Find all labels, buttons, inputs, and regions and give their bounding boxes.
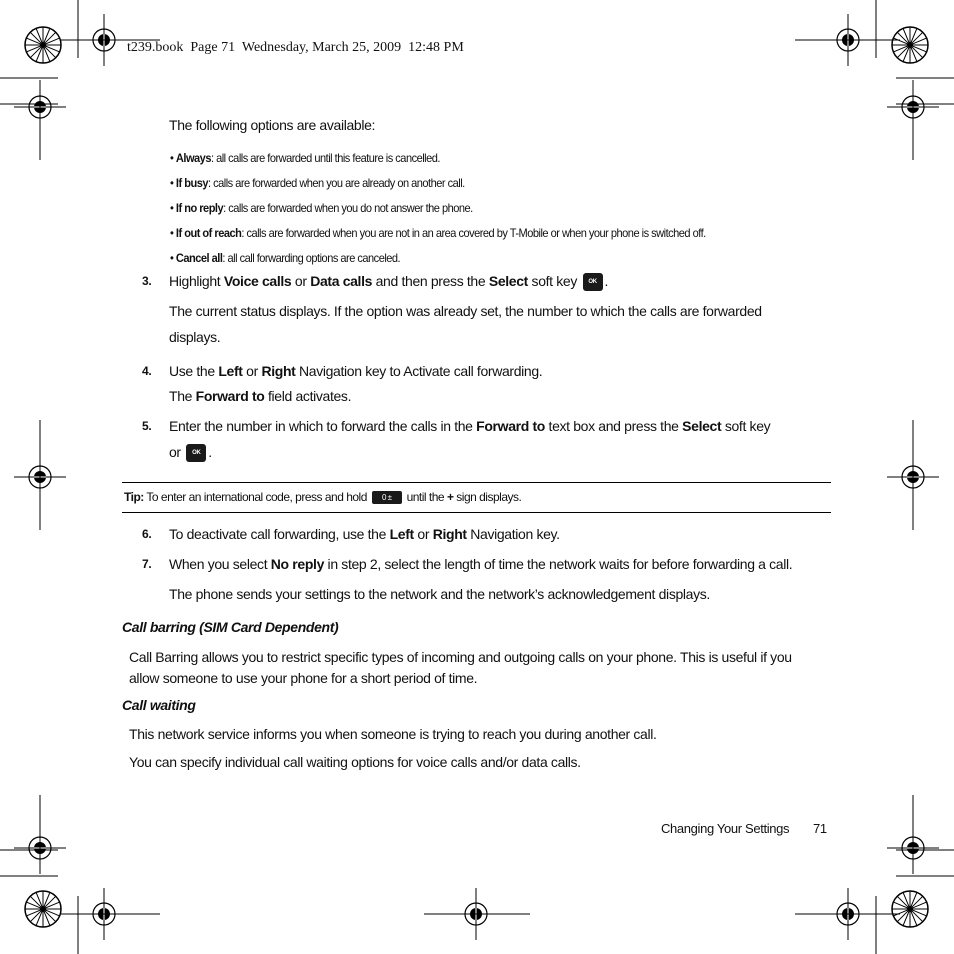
option-desc: : calls are forwarded when you are already on another call. bbox=[207, 176, 465, 190]
list-item bbox=[170, 225, 814, 250]
step-5-text: Enter the number in which to forward the calls in the Forward to text box and press the Select soft key bbox=[169, 418, 771, 434]
step-4-note: The Forward to field activates. bbox=[169, 388, 352, 404]
step-4-text: Use the Left or Right Navigation key to Activate call forwarding. bbox=[169, 363, 543, 379]
step-6-text: To deactivate call forwarding, use the Left or Right Navigation key. bbox=[169, 526, 560, 542]
option-desc: : all calls are forwarded until this feature is cancelled. bbox=[210, 151, 440, 165]
step-5-text-line-2: or OK . bbox=[169, 443, 212, 462]
step-7-note: The phone sends your settings to the network and the network’s acknowledgement displays. bbox=[169, 586, 710, 602]
tip-bottom-rule bbox=[122, 512, 831, 513]
bullet: • bbox=[170, 201, 174, 215]
options-intro: The following options are available: bbox=[169, 117, 376, 133]
option-term: If busy bbox=[175, 176, 208, 190]
step-number: 6. bbox=[142, 527, 152, 541]
option-desc: : calls are forwarded when you are not in an area covered by T-Mobile or when your phone is switched off. bbox=[241, 226, 706, 240]
step-3-note-line-2: displays. bbox=[169, 329, 221, 345]
option-term: Always bbox=[175, 151, 211, 165]
tip-label: Tip: bbox=[124, 490, 144, 504]
section-heading-call-barring: Call barring (SIM Card Dependent) bbox=[122, 619, 339, 635]
step-number: 3. bbox=[142, 274, 152, 288]
option-term: If out of reach bbox=[175, 226, 242, 240]
tip-text: Tip: To enter an international code, press and hold 0 ± until the + sign displays. bbox=[124, 490, 522, 504]
bullet: • bbox=[170, 176, 174, 190]
option-term: Cancel all bbox=[175, 251, 223, 265]
call-barring-line-1: Call Barring allows you to restrict specific types of incoming and outgoing calls on your phone. This is useful if you bbox=[129, 649, 792, 665]
bullet: • bbox=[170, 226, 174, 240]
option-term: If no reply bbox=[175, 201, 224, 215]
tip-top-rule bbox=[122, 482, 831, 483]
step-number: 5. bbox=[142, 419, 152, 433]
step-3-note-line-1: The current status displays. If the option was already set, the number to which the calls are forwarded bbox=[169, 303, 762, 319]
ok-key-icon: OK bbox=[186, 444, 206, 462]
list-item bbox=[170, 150, 814, 175]
section-heading-call-waiting: Call waiting bbox=[122, 697, 196, 713]
page-number: 71 bbox=[813, 821, 827, 836]
call-waiting-line-2: You can specify individual call waiting options for voice calls and/or data calls. bbox=[129, 754, 581, 770]
step-number: 7. bbox=[142, 557, 152, 571]
list-item bbox=[170, 175, 814, 200]
footer-section-title: Changing Your Settings bbox=[661, 821, 790, 836]
list-item bbox=[170, 200, 814, 225]
option-desc: : calls are forwarded when you do not answer the phone. bbox=[223, 201, 473, 215]
step-7-text: When you select No reply in step 2, select the length of time the network waits for before forwarding a call. bbox=[169, 556, 793, 572]
bullet: • bbox=[170, 251, 174, 265]
bullet: • bbox=[170, 151, 174, 165]
options-list bbox=[170, 150, 870, 275]
ok-key-icon: OK bbox=[583, 273, 603, 291]
zero-key-icon: 0 ± bbox=[372, 491, 402, 504]
step-3-text: Highlight Voice calls or Data calls and then press the Select soft key OK . bbox=[169, 272, 608, 291]
call-barring-line-2: allow someone to use your phone for a short period of time. bbox=[129, 670, 478, 686]
call-waiting-line-1: This network service informs you when someone is trying to reach you during another call. bbox=[129, 726, 657, 742]
step-number: 4. bbox=[142, 364, 152, 378]
book-slug-header: t239.book Page 71 Wednesday, March 25, 2009 12:48 PM bbox=[127, 40, 464, 55]
option-desc: : all call forwarding options are canceled. bbox=[222, 251, 401, 265]
